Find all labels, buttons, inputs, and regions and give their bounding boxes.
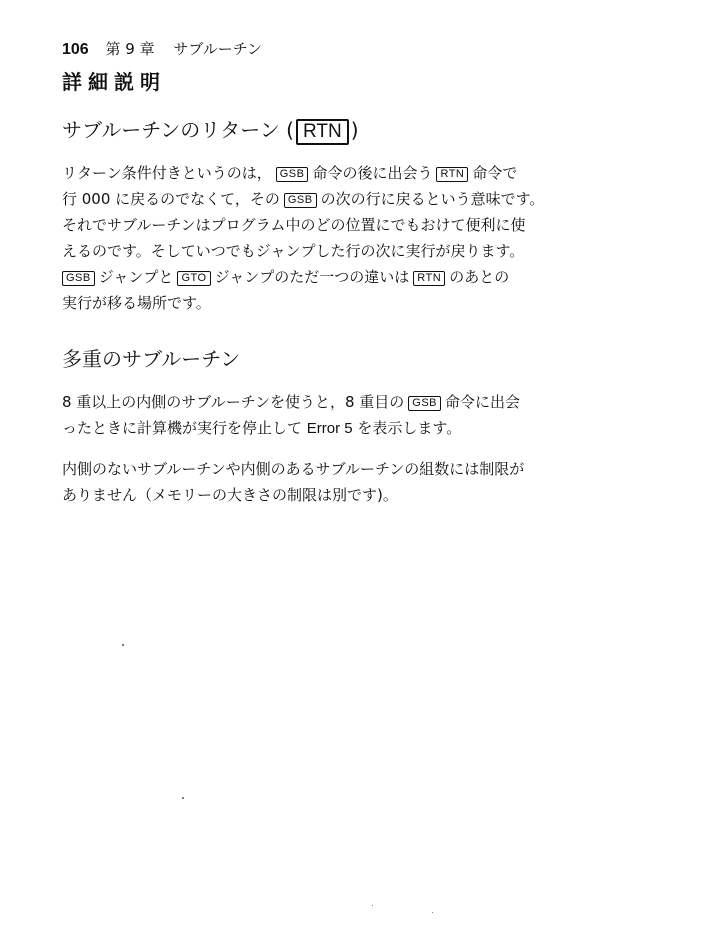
scan-speck [432,912,433,913]
text-line: 内側のないサブルーチンや内側のあるサブルーチンの組数には制限が [62,460,525,478]
gsb-key-icon: GSB [408,396,441,411]
text-span: 命令で [472,164,518,182]
running-head [62,38,262,59]
text-span: 行 000 に戻るのでなくて，その [62,190,280,208]
section-title: 詳細説明 [62,70,166,94]
text-span: リターン条件付きというのは， [62,164,272,182]
paragraph-conditional-return [62,160,602,316]
text-span: 命令の後に出会う [312,164,433,182]
text-line [62,389,602,415]
paragraph-no-limit [62,456,602,508]
text-span: 命令に出会 [445,393,521,411]
heading-close-paren: ) [350,118,359,142]
text-span: ジャンプのただ一つの違いは [214,268,410,286]
text-line [62,186,602,212]
text-line: それでサブルーチンはプログラム中のどの位置にでもおけて便利に使 [62,216,526,234]
page-number: 106 [62,41,89,58]
heading-nested-subroutines: 多重のサブルーチン [62,347,241,371]
gto-key-icon: GTO [177,271,210,286]
text-span: の次の行に戻るという意味です。 [320,190,545,208]
heading-text: サブルーチンのリターン ( [62,118,294,142]
text-span: 8 重以上の内側のサブルーチンを使うと，8 重目の [62,393,405,411]
rtn-key-icon: RTN [296,119,349,145]
text-line: 実行が移る場所です。 [62,294,211,312]
text-line: えるのです。そしていつでもジャンプした行の次に実行が戻ります。 [62,242,525,260]
text-span: を表示します。 [357,419,462,437]
text-line [62,264,602,290]
chapter-number: 第 9 章 [105,40,155,58]
gsb-key-icon: GSB [62,271,95,286]
text-line [62,160,602,186]
error-code: Error 5 [306,420,353,437]
paragraph-nesting-limit [62,389,602,441]
text-line: ありません（メモリーの大きさの制限は別です)。 [62,486,398,504]
heading-subroutine-return [62,114,359,145]
gsb-key-icon: GSB [284,193,317,208]
text-span: のあとの [449,268,510,286]
rtn-key-icon: RTN [413,271,445,286]
scan-speck [372,905,373,906]
text-line [62,415,602,441]
scan-speck [122,644,124,646]
rtn-key-icon: RTN [436,167,468,182]
text-span: ったときに計算機が実行を停止して [62,419,303,437]
scan-speck [182,797,184,799]
chapter-title: サブルーチン [173,40,263,58]
text-span: ジャンプと [98,268,174,286]
gsb-key-icon: GSB [276,167,309,182]
